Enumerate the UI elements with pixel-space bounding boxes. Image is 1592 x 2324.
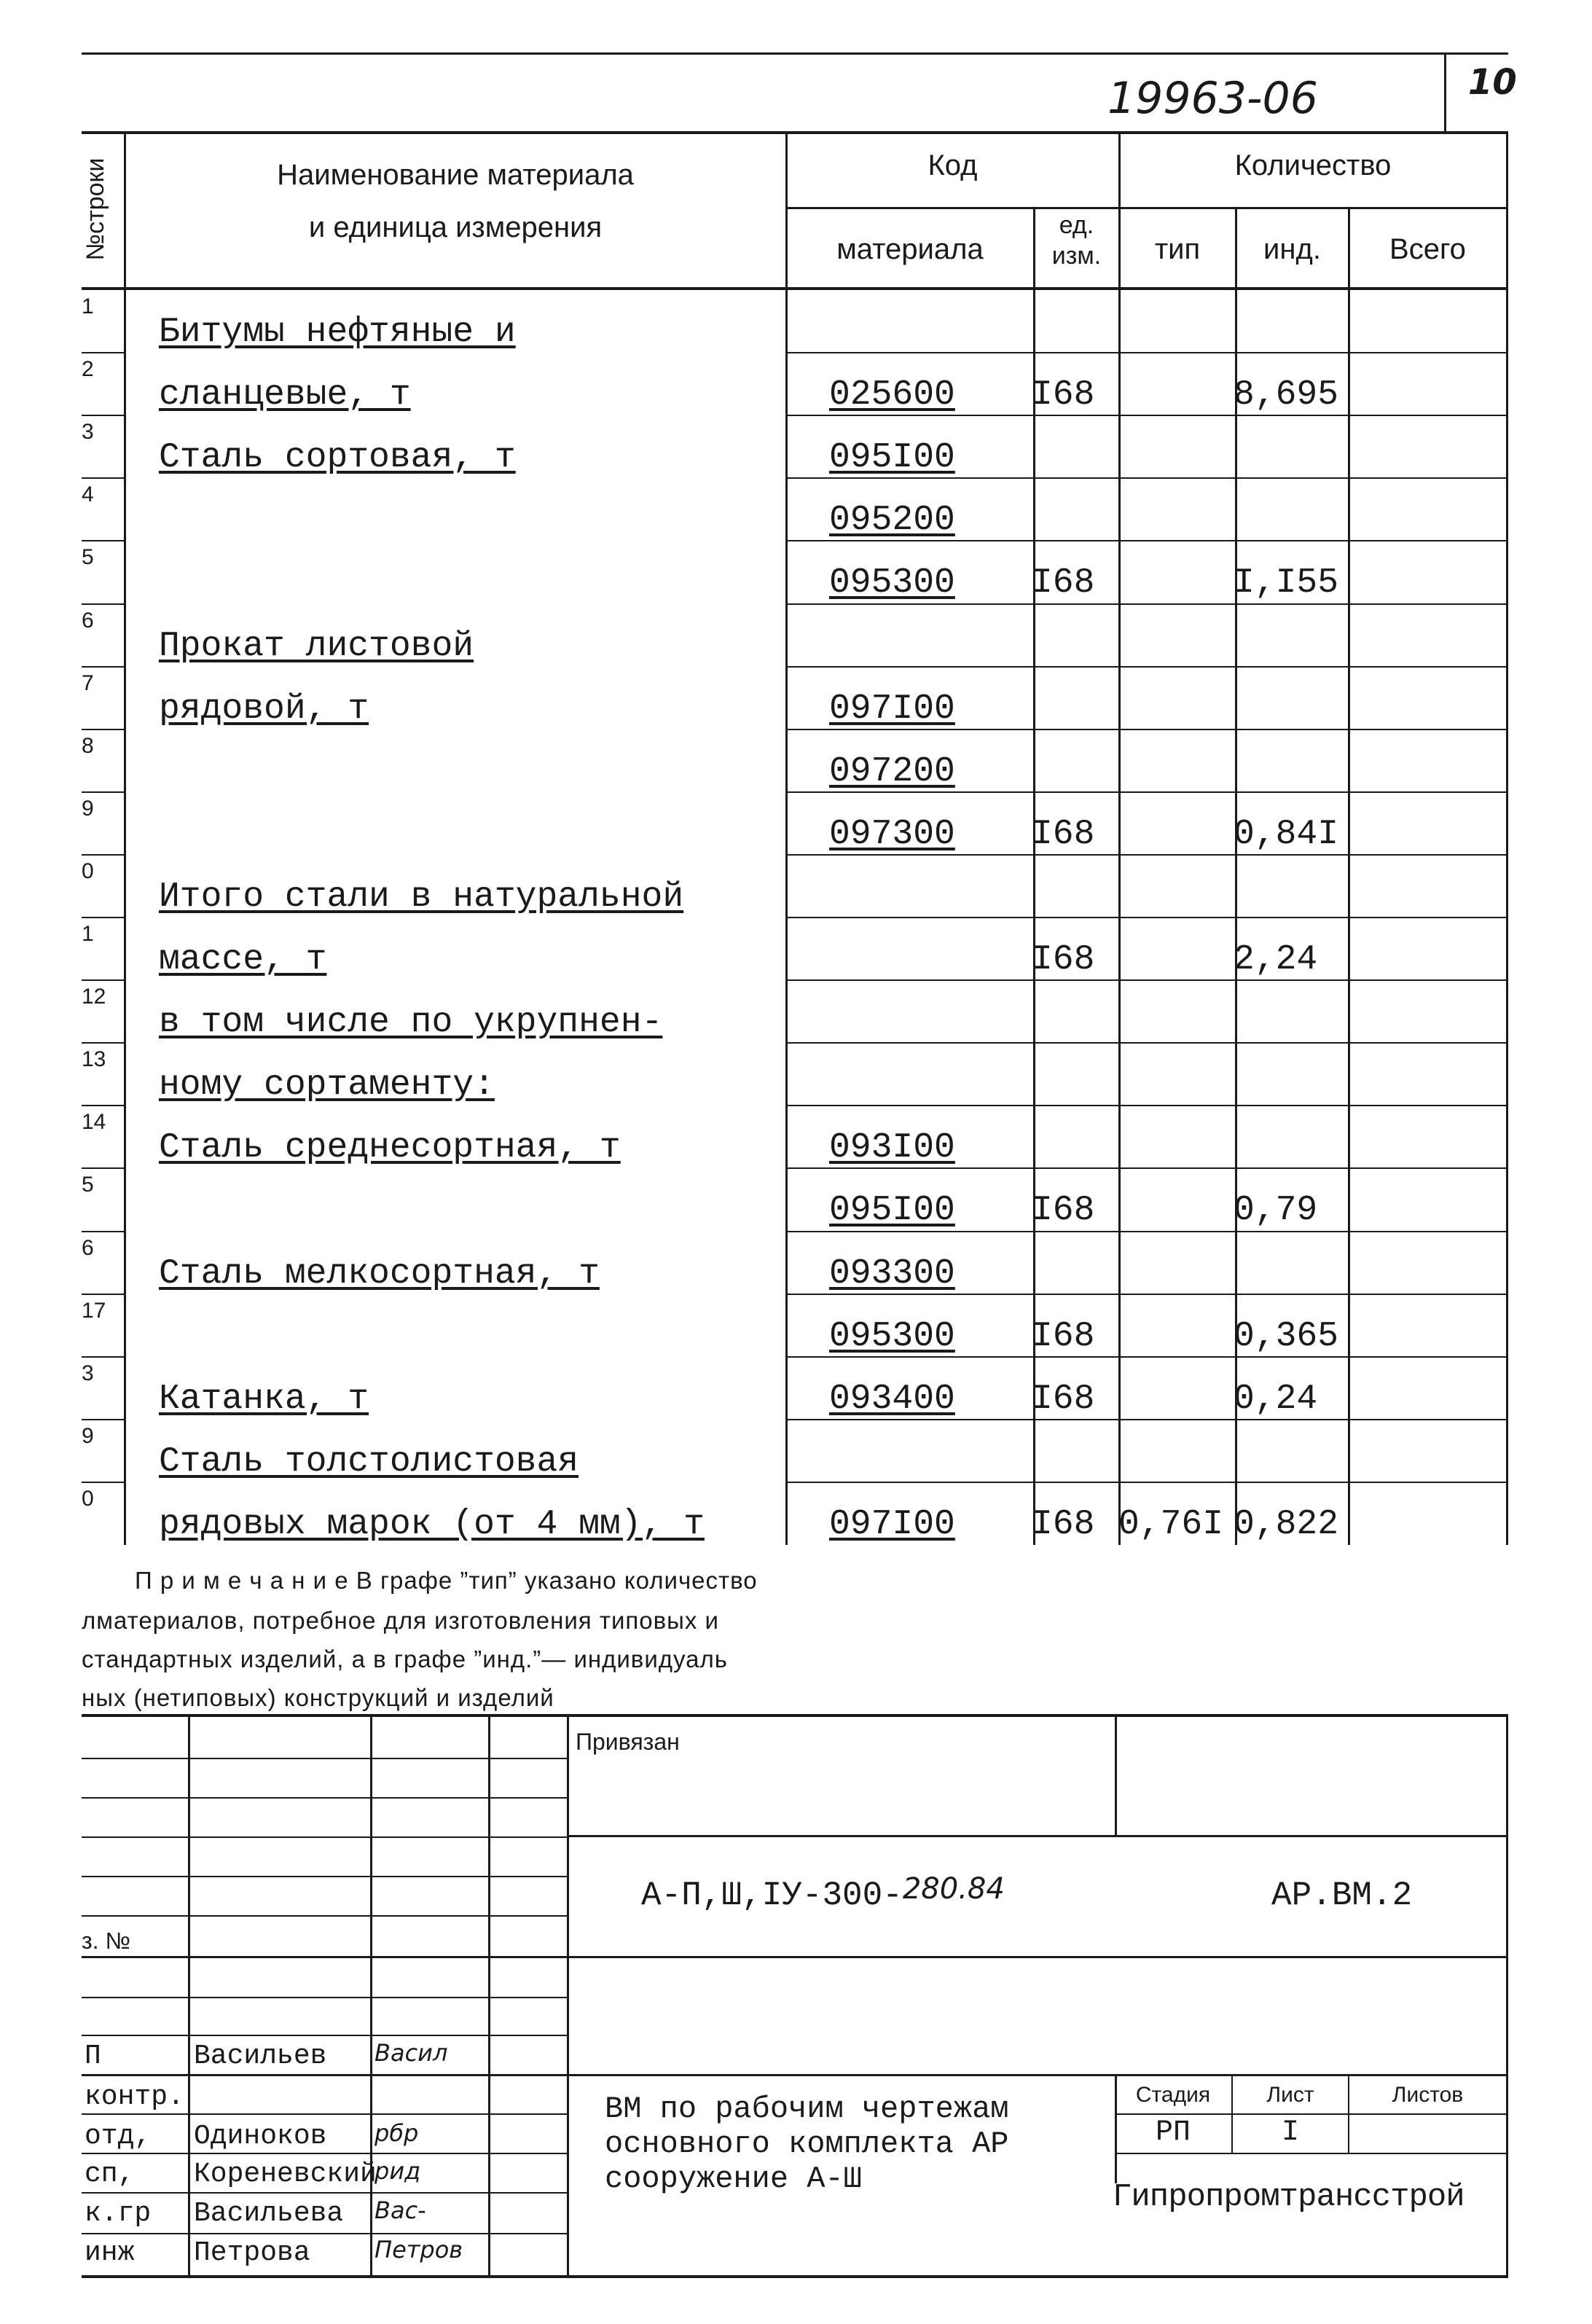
- table-cell-code: 095200: [829, 501, 955, 541]
- row-separator: [82, 1419, 124, 1420]
- row-number-label: №строки: [82, 157, 109, 261]
- table-cell-ind: 0,84I: [1234, 814, 1339, 854]
- row-separator: [82, 352, 124, 353]
- row-separator: [785, 729, 1508, 730]
- corner-vertical: [1444, 52, 1446, 133]
- table-cell-code: 095300: [829, 563, 955, 603]
- project-code-handwritten: 280.84: [902, 1872, 1005, 1906]
- row-separator: [785, 791, 1508, 793]
- row-separator: [785, 415, 1508, 416]
- row-separator: [785, 540, 1508, 541]
- row-separator: [785, 1294, 1508, 1295]
- table-cell-ind: 0,79: [1234, 1191, 1318, 1231]
- col-line-rownum: [124, 131, 126, 1545]
- row-separator: [785, 979, 1508, 981]
- table-cell-ind: 2,24: [1234, 940, 1318, 979]
- sheets-label: Листов: [1392, 2083, 1464, 2107]
- row-separator: [82, 666, 124, 668]
- tb-left-h3: [82, 1836, 568, 1838]
- row-number: 9: [82, 1423, 94, 1448]
- sheet-value: I: [1281, 2116, 1299, 2149]
- sheet-corner-number: 10: [1468, 62, 1517, 103]
- header-name-line1: Наименование материала: [277, 159, 634, 191]
- tb-stage-h2: [1115, 2153, 1508, 2154]
- row-separator: [82, 791, 124, 793]
- header-row-number: [82, 157, 109, 286]
- row-separator: [82, 415, 124, 416]
- row-number: 0: [82, 858, 94, 883]
- col-line-unit: [1118, 131, 1121, 1545]
- row-separator: [785, 854, 1508, 856]
- header-quantity: Количество: [1234, 149, 1392, 181]
- row-number: 8: [82, 733, 94, 758]
- row-separator: [785, 1167, 1508, 1169]
- top-rule: [82, 52, 1508, 55]
- table-cell-name: Битумы нефтяные и: [159, 313, 516, 352]
- tb-right: [1506, 1714, 1508, 2278]
- row-separator: [785, 1231, 1508, 1232]
- header-bottom-line: [82, 287, 1508, 290]
- table-cell-name: Итого стали в натуральной: [159, 877, 684, 917]
- document-number: 19963-06: [1107, 73, 1318, 124]
- row-separator: [82, 603, 124, 605]
- tb-left-h2: [82, 1797, 568, 1799]
- signer-name: Васильева: [194, 2198, 344, 2229]
- table-cell-name: сланцевые, т: [159, 375, 411, 415]
- table-cell-ind: 0,24: [1234, 1379, 1318, 1419]
- organization-name: Гипропромтрансстрой: [1113, 2179, 1464, 2215]
- header-unit-1: ед.: [1059, 211, 1094, 239]
- row-number: 6: [82, 608, 94, 633]
- table-cell-unit: I68: [1032, 375, 1095, 415]
- signer-role: к.гр: [85, 2198, 152, 2229]
- row-separator: [785, 477, 1508, 479]
- table-cell-unit: I68: [1032, 1191, 1095, 1231]
- description-line3: сооружение А-Ш: [605, 2161, 862, 2196]
- row-number: 9: [82, 796, 94, 821]
- signer-signature: рид: [375, 2157, 421, 2185]
- table-cell-unit: I68: [1032, 940, 1095, 979]
- table-cell-code: 097I00: [829, 689, 955, 729]
- header-total: Всего: [1389, 233, 1466, 265]
- row-separator: [82, 1482, 124, 1483]
- header-unit-2: изм.: [1051, 242, 1102, 270]
- header-mid-line: [785, 207, 1508, 209]
- row-separator: [82, 1042, 124, 1044]
- row-separator: [82, 854, 124, 856]
- table-cell-code: 093I00: [829, 1128, 955, 1168]
- row-number: 13: [82, 1047, 106, 1072]
- project-code-text: А-П,Ш,IУ-300-: [641, 1877, 903, 1914]
- note-line1: П р и м е ч а н и е В графе ”тип” указано количество: [135, 1567, 758, 1594]
- tb-left-h11: [82, 2153, 568, 2154]
- row-number: 3: [82, 1361, 94, 1385]
- table-cell-code: 093300: [829, 1253, 955, 1294]
- signer-role: отд,: [85, 2121, 152, 2152]
- table-cell-unit: I68: [1032, 563, 1095, 603]
- row-separator: [82, 1356, 124, 1358]
- row-separator: [82, 1167, 124, 1169]
- row-number: 1: [82, 922, 94, 946]
- table-cell-code: 095300: [829, 1316, 955, 1356]
- row-separator: [82, 917, 124, 918]
- stage-value: РП: [1155, 2116, 1191, 2149]
- signer-signature: Вас-: [375, 2196, 426, 2224]
- table-cell-unit: I68: [1032, 1316, 1095, 1356]
- header-code-material: материала: [836, 233, 984, 265]
- tb-left-h12: [82, 2192, 568, 2194]
- table-cell-name: Сталь толстолистовая: [159, 1441, 579, 1482]
- signer-signature: Васил: [375, 2039, 448, 2067]
- signer-role: П: [85, 2041, 101, 2072]
- table-top-border: [82, 131, 1508, 134]
- table-cell-code: 095I00: [829, 438, 955, 478]
- row-number: 0: [82, 1486, 94, 1511]
- row-number: 5: [82, 545, 94, 570]
- row-separator: [785, 352, 1508, 353]
- row-separator: [82, 729, 124, 730]
- tb-left-h10: [82, 2113, 568, 2115]
- table-cell-name: Катанка, т: [159, 1379, 369, 1419]
- col-line-ind: [1348, 207, 1350, 1545]
- row-number: 14: [82, 1110, 106, 1135]
- table-cell-ind: 8,695: [1234, 375, 1339, 415]
- table-cell-name: рядовой, т: [159, 689, 369, 729]
- header-name-line2: и единица измерения: [308, 211, 603, 243]
- table-cell-unit: I68: [1032, 1379, 1095, 1419]
- row-number: 2: [82, 357, 94, 382]
- table-cell-code: 025600: [829, 375, 955, 415]
- table-cell-name: Прокат листовой: [159, 626, 474, 666]
- col-line-name: [785, 131, 788, 1545]
- stage-label: Стадия: [1135, 2083, 1211, 2107]
- tb-bottom: [82, 2275, 1508, 2278]
- tb-left-h8: [82, 2035, 568, 2036]
- row-separator: [785, 603, 1508, 605]
- table-cell-name: ному сортаменту:: [159, 1065, 495, 1106]
- row-number: 1: [82, 294, 94, 318]
- table-cell-ind: I,I55: [1234, 563, 1339, 603]
- row-number: 17: [82, 1298, 106, 1323]
- table-cell-ind: 0,365: [1234, 1316, 1339, 1356]
- row-separator: [785, 1482, 1508, 1483]
- row-number: 3: [82, 420, 94, 445]
- row-separator: [82, 1105, 124, 1106]
- tb-left-h4: [82, 1876, 568, 1877]
- header-code: Код: [928, 149, 978, 181]
- signer-name: Васильев: [194, 2041, 327, 2072]
- row-separator: [785, 1042, 1508, 1044]
- row-separator: [785, 666, 1508, 668]
- row-number: 7: [82, 670, 94, 695]
- table-cell-code: 097I00: [829, 1504, 955, 1544]
- signer-signature: рбр: [375, 2119, 419, 2147]
- bound-label: Привязан: [576, 1729, 680, 1755]
- row-number: 4: [82, 482, 94, 507]
- row-number: 6: [82, 1235, 94, 1260]
- project-code: [641, 1872, 1005, 1914]
- note-line2: лматериалов, потребное для изготовления типовых и: [82, 1607, 719, 1634]
- table-cell-code: 097200: [829, 751, 955, 791]
- header-type: тип: [1154, 233, 1201, 265]
- row-separator: [82, 477, 124, 479]
- table-cell-code: 095I00: [829, 1191, 955, 1231]
- row-separator: [785, 1105, 1508, 1106]
- table-cell-name: Сталь мелкосортная, т: [159, 1253, 600, 1294]
- col-line-right: [1506, 131, 1508, 1545]
- signer-role: сп,: [85, 2159, 135, 2190]
- signer-name: Одиноков: [194, 2121, 327, 2152]
- row-number: 12: [82, 985, 106, 1009]
- row-number: 5: [82, 1173, 94, 1197]
- header-ind: инд.: [1263, 233, 1321, 265]
- tb-stage-h1: [1115, 2113, 1508, 2115]
- table-cell-unit: I68: [1032, 1504, 1095, 1544]
- table-cell-unit: I68: [1032, 814, 1095, 854]
- tb-left-h7: [82, 1997, 568, 1998]
- tb-left-h9: [82, 2074, 1508, 2076]
- note-line4: ных (нетиповых) конструкций и изделий: [82, 1684, 554, 1711]
- tb-left-h5: [82, 1915, 568, 1917]
- tb-main-h1: [567, 1835, 1508, 1837]
- signer-role: контр.: [85, 2081, 184, 2113]
- signer-name: Петрова: [194, 2237, 310, 2269]
- row-separator: [785, 1356, 1508, 1358]
- row-separator: [82, 540, 124, 541]
- row-separator: [82, 1231, 124, 1232]
- description-line1: ВМ по рабочим чертежам: [605, 2092, 1009, 2127]
- signer-name: Кореневский: [194, 2159, 377, 2190]
- tb-top: [82, 1714, 1508, 1717]
- tb-left-h13: [82, 2233, 568, 2234]
- table-cell-code: 097300: [829, 814, 955, 854]
- table-cell-name: Сталь среднесортная, т: [159, 1128, 621, 1168]
- table-cell-name: в том числе по укрупнен-: [159, 1003, 663, 1043]
- table-cell-name: рядовых марок (от 4 мм), т: [159, 1504, 705, 1544]
- note-line3: стандартных изделий, а в графе ”инд.”— индивидуаль: [82, 1646, 728, 1672]
- row-separator: [785, 1419, 1508, 1420]
- signer-role: инж: [85, 2237, 135, 2269]
- signer-signature: Петров: [375, 2236, 463, 2264]
- row-separator: [82, 1294, 124, 1295]
- tb-left-h1: [82, 1758, 568, 1759]
- tb-left-h6: [82, 1956, 1508, 1958]
- description-line2: основного комплекта АР: [605, 2127, 1009, 2161]
- table-cell-name: Сталь сортовая, т: [159, 438, 516, 478]
- row-separator: [82, 979, 124, 981]
- table-cell-code: 093400: [829, 1379, 955, 1419]
- sheet-label: Лист: [1266, 2083, 1314, 2107]
- inventory-number-label: з. №: [82, 1928, 130, 1954]
- row-separator: [785, 917, 1508, 918]
- table-cell-name: массе, т: [159, 940, 327, 979]
- table-cell-type: 0,76I: [1118, 1504, 1224, 1544]
- table-cell-ind: 0,822: [1234, 1504, 1339, 1544]
- tb-bound-split: [1115, 1714, 1117, 1836]
- drawing-code: АР.ВМ.2: [1271, 1877, 1413, 1914]
